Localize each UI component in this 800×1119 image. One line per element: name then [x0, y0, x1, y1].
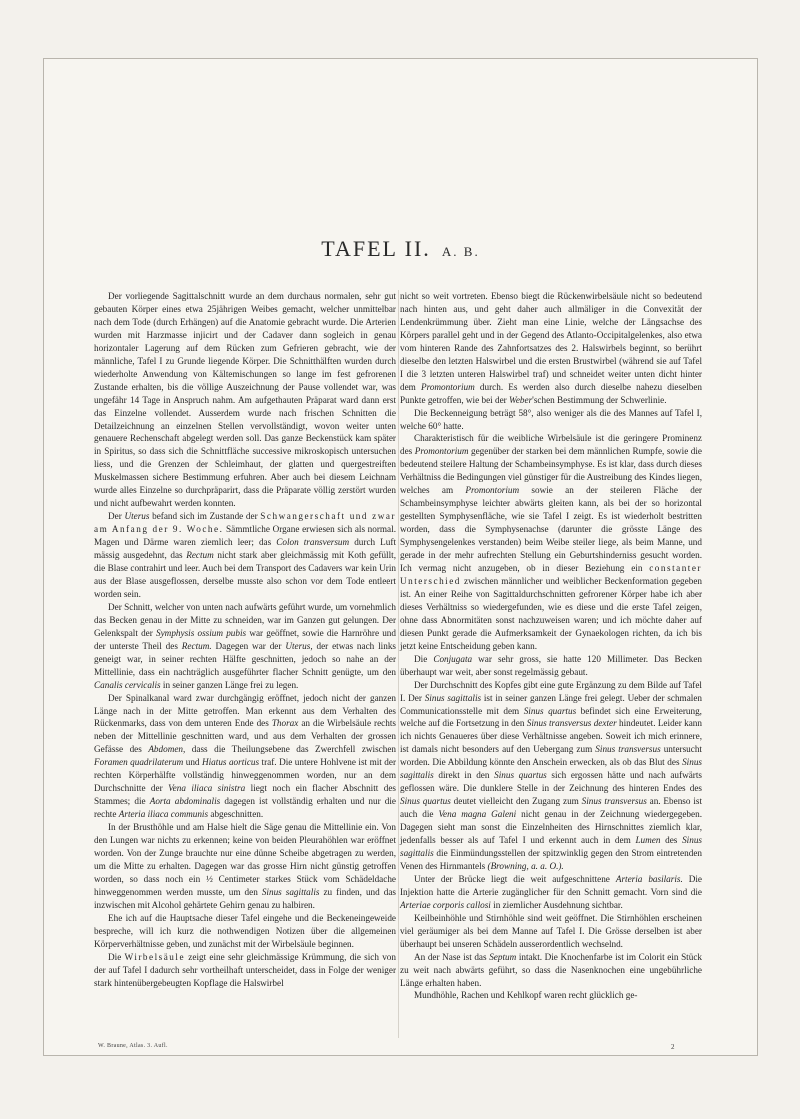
- italic-term: Lumen: [635, 835, 661, 846]
- page: [43, 58, 758, 1056]
- column-gutter: [398, 290, 399, 1038]
- text-run: Dagegen war der: [211, 640, 286, 651]
- italic-term: Uterus,: [285, 640, 313, 651]
- right-column: [400, 290, 702, 1002]
- italic-term: Rectum.: [181, 640, 212, 651]
- text-run: abgeschnitten.: [208, 809, 264, 820]
- text-run: Ehe ich auf die Hauptsache dieser Tafel eingehe und die Beckeneingeweide bespreche, will ich kurz die nothwendigen Notizen über die allgemeinen Körperverhältnisse geben, und zunächst mit der Wirbelsäule beginnen.: [94, 912, 396, 949]
- text-run: Die: [108, 951, 125, 962]
- spaced-emphasis: Wirbelsäule: [124, 951, 186, 962]
- text-run: Keilbeinhöhle und Stirnhöhle sind weit geöffnet. Die Stirnhöhlen erscheinen viel geräumiger als bei dem Manne auf Tafel I. Die Grösse derselben ist aber überhaupt bei unseren Schädeln ausserordentlich wechselnd.: [400, 912, 702, 949]
- text-run: zeigt eine sehr gleichmässige Krümmung, die sich von der auf Tafel I dadurch sehr vortheilhaft unterscheidet, dass in Folge der weniger stark hintenübergebeugten Kopflage die Halswirbel: [94, 951, 396, 988]
- italic-term: Sinus sagittalis: [400, 757, 702, 781]
- paragraph: [94, 951, 396, 990]
- text-run: Der Schnitt, welcher von unten nach aufwärts geführt wurde, um vornehmlich das Becken genau in der Mitte zu schneiden, war im Ganzen gut gelungen. Der Gelenkspalt der: [94, 601, 396, 638]
- text-run: Die: [414, 653, 434, 664]
- italic-term: Conjugata: [433, 653, 473, 664]
- italic-term: Hiatus aorticus: [201, 757, 260, 768]
- paragraph: [400, 290, 702, 407]
- text-run: Die Injektion hatte die Arterie zugänglicher für den Schnitt gemacht. Vorn sind die: [400, 873, 702, 897]
- paragraph: [400, 653, 702, 679]
- paragraph: [94, 912, 396, 951]
- text-run: hindeutet. Leider kann ich nichts Genaueres über diese Verhältnisse angeben. Soweit ich mich erinnere, ist damals nicht besonders auf den Uebergang zum: [400, 718, 702, 755]
- italic-term: Thorax: [271, 718, 299, 729]
- text-run: nicht stark aber gleichmässig mit Koth gefüllt, die Blase contrahirt und leer. Auch bei dem Transport des Cadavers war kein Urin aus der Blase ausgeflossen, derselbe musste also schon vor dem Tode entleert worden sein.: [94, 550, 396, 599]
- italic-term: Sinus transversus: [595, 744, 661, 755]
- left-column: [94, 290, 396, 989]
- text-run: dagegen ist vollständig erhalten und nur die rechte: [94, 796, 397, 820]
- text-run: an. Ebenso ist auch die: [400, 796, 702, 820]
- text-run: dass die Theilungsebene das Zwerchfell zwischen: [185, 744, 397, 755]
- paragraph: [400, 912, 702, 951]
- text-run: durch. Es werden also durch dieselbe nahezu dieselben Punkte getroffen, wie bei der: [400, 381, 702, 405]
- italic-term: Arteria iliaca communis: [118, 809, 209, 820]
- text-run: nicht genau in der Zeichnung wiedergegeben. Dagegen sieht man sonst die Einzelnheiten des Hirnschnittes ziemlich klar, jedenfalls besser als auf Tafel I und erkennt auch in dem: [400, 809, 702, 846]
- text-run: in ziemlicher Ausdehnung sichtbar.: [490, 899, 623, 910]
- text-run: durch Luft mässig ausgedehnt, das: [94, 537, 396, 561]
- italic-term: Symphysis ossium pubis: [156, 627, 247, 638]
- italic-term: Arteriae corporis callosi: [400, 899, 491, 910]
- text-run: Der Durchschnitt des Kopfes gibt eine gute Ergänzung zu dem Bilde auf Tafel I. Der: [400, 679, 702, 703]
- text-run: Unter der Brücke liegt die weit aufgeschnittene: [414, 873, 616, 884]
- text-run: 'schen Bestimmung der Schwerlinie.: [532, 394, 667, 405]
- text-run: Charakteristisch für die weibliche Wirbelsäule ist die geringere Prominenz des: [400, 433, 702, 457]
- paragraph: [400, 679, 702, 873]
- text-run: direkt in den: [433, 770, 495, 781]
- text-run: untersucht worden. Die Abbildung könnte den Anschein erwecken, als ob das Blut des: [400, 744, 702, 768]
- paragraph: [400, 989, 702, 1002]
- text-run: gegenüber der starken bei dem männlichen Rumpfe, sowie die bedeutend steilere Haltung der Schambeinsymphyse. Es ist klar, dass durch dieses Verhältniss die Bedingungen viel günstiger für die Austreibung des Kindes liegen, welches am: [400, 446, 702, 496]
- paragraph: [94, 601, 396, 692]
- text-run: zwischen männlicher und weiblicher Beckenformation gegeben ist. An einer Reihe von Sagittaldurchschnitten gefrorener Körper habe ich aber dieses Verhältniss so wiedergefunden, wie es diese und die erste Tafel zeigen, ohne dass Abnormitäten sonst nachzuweisen waren; und ich möchte daher auf diesen Punkt gerade die Aufmerksamkeit der Gynaekologen richten, da ich bis jetzt keine Entscheidung geben kann.: [400, 575, 702, 651]
- title-main: TAFEL II.: [321, 236, 431, 261]
- italic-term: Sinus sagittalis: [424, 692, 482, 703]
- italic-term: Weber: [509, 394, 533, 405]
- paragraph: [94, 510, 396, 601]
- text-run: traf. Die untere Hohlvene ist mit der rechten Körperhälfte vollständig hinweggenommen worden, nur an dem Durchschnitte der: [94, 757, 397, 794]
- italic-term: Colon transversum: [276, 537, 350, 548]
- text-run: an die Wirbelsäule rechts neben der Mittellinie geschnitten ward, und aus dem Verhalten der grossen Gefässe des: [94, 718, 396, 755]
- page-title: [44, 236, 757, 262]
- spaced-emphasis: Schwangerschaft und zwar am Anfang der 9. Woche.: [94, 511, 396, 535]
- italic-term: (Browning, a. a. O.).: [487, 860, 564, 871]
- text-run: der etwas nach links geneigt war, in seiner rechten Hälfte geschnitten, jedoch so nahe an der Mittellinie, dass ein nachträglich ausgeführter flacher Schnitt genügte, um den: [94, 640, 396, 677]
- text-run: Sämmtliche Organe erwiesen sich als normal. Magen und Därme waren ziemlich leer; das: [94, 524, 396, 548]
- text-run: deutet vielleicht den Zugang zum: [450, 796, 582, 807]
- spaced-emphasis: constanter Unterschied: [400, 563, 702, 586]
- text-run: Der: [108, 511, 125, 522]
- text-run: intakt. Die Knochenfarbe ist im Colorit ein Stück zu weit nach abwärts geführt, so dass die Nasenknochen eine ungebührliche Länge erhalten haben.: [400, 951, 702, 988]
- italic-term: Promontorium: [414, 446, 469, 457]
- italic-term: Vena iliaca sinistra: [168, 783, 246, 794]
- italic-term: Sinus transversus: [581, 796, 647, 807]
- text-run: sich ergossen hätte und nach aufwärts geflossen wäre. Die dunklere Stelle in der Zeichnung des hinteren Endes des: [400, 770, 702, 794]
- italic-term: Sinus quartus: [494, 770, 547, 781]
- text-run: befand sich im Zustande der: [149, 511, 261, 522]
- italic-term: Sinus sagittalis: [400, 835, 702, 858]
- italic-term: Abdomen,: [148, 744, 186, 755]
- italic-term: Aorta abdominalis: [149, 796, 221, 807]
- italic-term: Uterus: [124, 511, 150, 522]
- paragraph: [400, 951, 702, 990]
- text-run: die Einmündungsstellen der spitzwinklig gegen den Strom eintretenden Venen des Hirnmantels: [400, 847, 702, 871]
- text-run: Der vorliegende Sagittalschnitt wurde an dem durchaus normalen, sehr gut gebauten Körper eines etwa 25jährigen Weibes gemacht, welcher unmittelbar nach dem Tode (durch Erhängen) auf die Anatomie gebracht wurde. Die Arterien wurden mit Harzmasse injicirt und der Cadaver dann sogleich in genau horizontaler Lagerung auf dem Rücken zum Gefrieren gebracht, wie der männliche, Tafel I zu Grunde liegende Körper. Die Schnitthälften wurden durch wiederholte Anwendung von Kältemischungen so lange im fest gefrorenen Zustande erhalten, bis die völlige Auszeichnung der Pause vollendet war, was ungefähr 14 Tage in Anspruch nahm. Am aufgethauten Präparat ward dann erst das Einzelne vollendet. Ausserdem wurde nach frischen Schnitten die Detailzeichnung an einzelnen Stellen vervollständigt, wovon weiter unten genauere Rechenschaft abgelegt werden soll. Das ganze Beckenstück kam später in Spiritus, so dass sich die Schnittfläche successive mikroskopisch untersuchen liess, und die Grenzen der Schleimhaut, der glatten und quergestreiften Muskelmassen sichere Bestimmung erfuhren. Aber auch bei diesem Leichnam wurde alles Einzelne so durchpräparirt, dass die Präparate völlig zerstört wurden und nicht aufbewahrt werden konnten.: [94, 291, 396, 509]
- italic-term: Promontorium: [465, 485, 520, 496]
- title-sub: A. B.: [441, 244, 480, 259]
- text-run: in seiner ganzen Länge frei zu legen.: [160, 679, 299, 690]
- text-run: nicht so weit vortreten. Ebenso biegt die Rückenwirbelsäule nicht so bedeutend nach hinten aus, und geht daher auch allmäliger in die Convexität der Lendenkrümmung über. Zieht man eine Linie, welche der Längsachse des Körpers parallel geht und in der Gegend des Atlanto-Occipitalgelenkes, also etwa vom hinteren Rande des Zahnfortsatzes des 2. Halswirbels beginnt, so berührt dieselbe den letzten Halswirbel und die ersten Brustwirbel (während sie auf Tafel I die 3 letzten unteren Halswirbel traf) und schneidet weiter unten dicht hinter dem: [400, 291, 702, 392]
- italic-term: Sinus sagittalis: [261, 886, 320, 897]
- paragraph: [94, 821, 396, 912]
- italic-term: Septum: [489, 951, 517, 962]
- text-run: zu finden, und das inzwischen mit Alcohol gehärtete Gehirn genau zu halbiren.: [94, 886, 396, 910]
- text-run: war sehr gross, sie hatte 120 Millimeter. Das Becken überhaupt war weit, aber sonst regelmässig gebaut.: [400, 653, 702, 677]
- italic-term: Sinus transversus dexter: [526, 718, 617, 729]
- paragraph: [400, 407, 702, 433]
- paragraph: [400, 873, 702, 912]
- italic-term: Promontorium: [420, 381, 475, 392]
- text-run: Mundhöhle, Rachen und Kehlkopf waren recht glücklich ge-: [414, 990, 638, 1001]
- paragraph: [94, 290, 396, 510]
- text-run: liegt noch ein flacher Abschnitt des Stammes; die: [94, 783, 396, 807]
- page-number: 2: [671, 1043, 675, 1051]
- paragraph: [94, 692, 396, 822]
- paragraph: [400, 432, 702, 652]
- text-run: des: [660, 835, 683, 846]
- italic-term: Sinus quartus: [523, 705, 577, 716]
- text-run: ist in seiner ganzen Länge frei gelegt. Ueber der schmalen Communicationsstelle mit dem: [400, 692, 702, 716]
- text-run: In der Brusthöhle und am Halse hielt die Säge genau die Mittellinie ein. Von den Lungen war nichts zu erkennen; keine von beiden Pleurahöhlen war eröffnet worden. Von der Zunge brauchte nur eine dünne Scheibe abgetragen zu werden, um die Mitte zu erhalten. Dagegen war das grosse Hirn nicht günstig getroffen worden, so dass noch ein ½ Centimeter starkes Stück vom Schädeldache hinweggenommen werden musste, um den: [94, 822, 396, 897]
- text-run: Der Spinalkanal ward zwar durchgängig eröffnet, jedoch nicht der ganzen Länge nach in der Mitte getroffen. Man erkennt aus dem Verhalten des Rückenmarks, dass von dem unteren Ende des: [94, 692, 396, 729]
- italic-term: Vena magna Galeni: [438, 809, 517, 820]
- italic-term: Foramen quadrilaterum: [94, 757, 184, 768]
- italic-term: Canalis cervicalis: [94, 679, 161, 690]
- text-run: An der Nase ist das: [414, 951, 490, 962]
- text-run: und: [183, 757, 202, 768]
- italic-term: Sinus quartus: [400, 796, 451, 807]
- italic-term: Rectum: [186, 550, 214, 561]
- text-run: Die Beckenneigung beträgt 58°, also weniger als die des Mannes auf Tafel I, welche 60° hatte.: [400, 407, 702, 431]
- text-run: sowie an der steileren Fläche der Schambeinsymphyse leichter abwärts gleiten kann, als bei der so horizontal gestellten Symphysenfläche, wie sie Tafel I zeigt. Es ist wiederholt bestritten worden, dass die Symphysenachse (darunter die grösste Länge des Symphysengelenkes verstanden) beim Weibe steiler liege, als beim Manne, und gerade in der mehr aufrechten Stellung ein Geburtshinderniss gesucht worden. Ich vermag nicht anzugeben, ob in dieser Beziehung ein: [400, 485, 702, 574]
- text-run: war geöffnet, sowie die Harnröhre und der unterste Theil des: [94, 627, 396, 651]
- text-run: befindet sich eine Erweiterung, welche auf die Fortsetzung in den: [400, 705, 702, 729]
- italic-term: Arteria basilaris.: [615, 873, 683, 884]
- footer-citation: W. Braune, Atlas. 3. Aufl.: [98, 1043, 168, 1049]
